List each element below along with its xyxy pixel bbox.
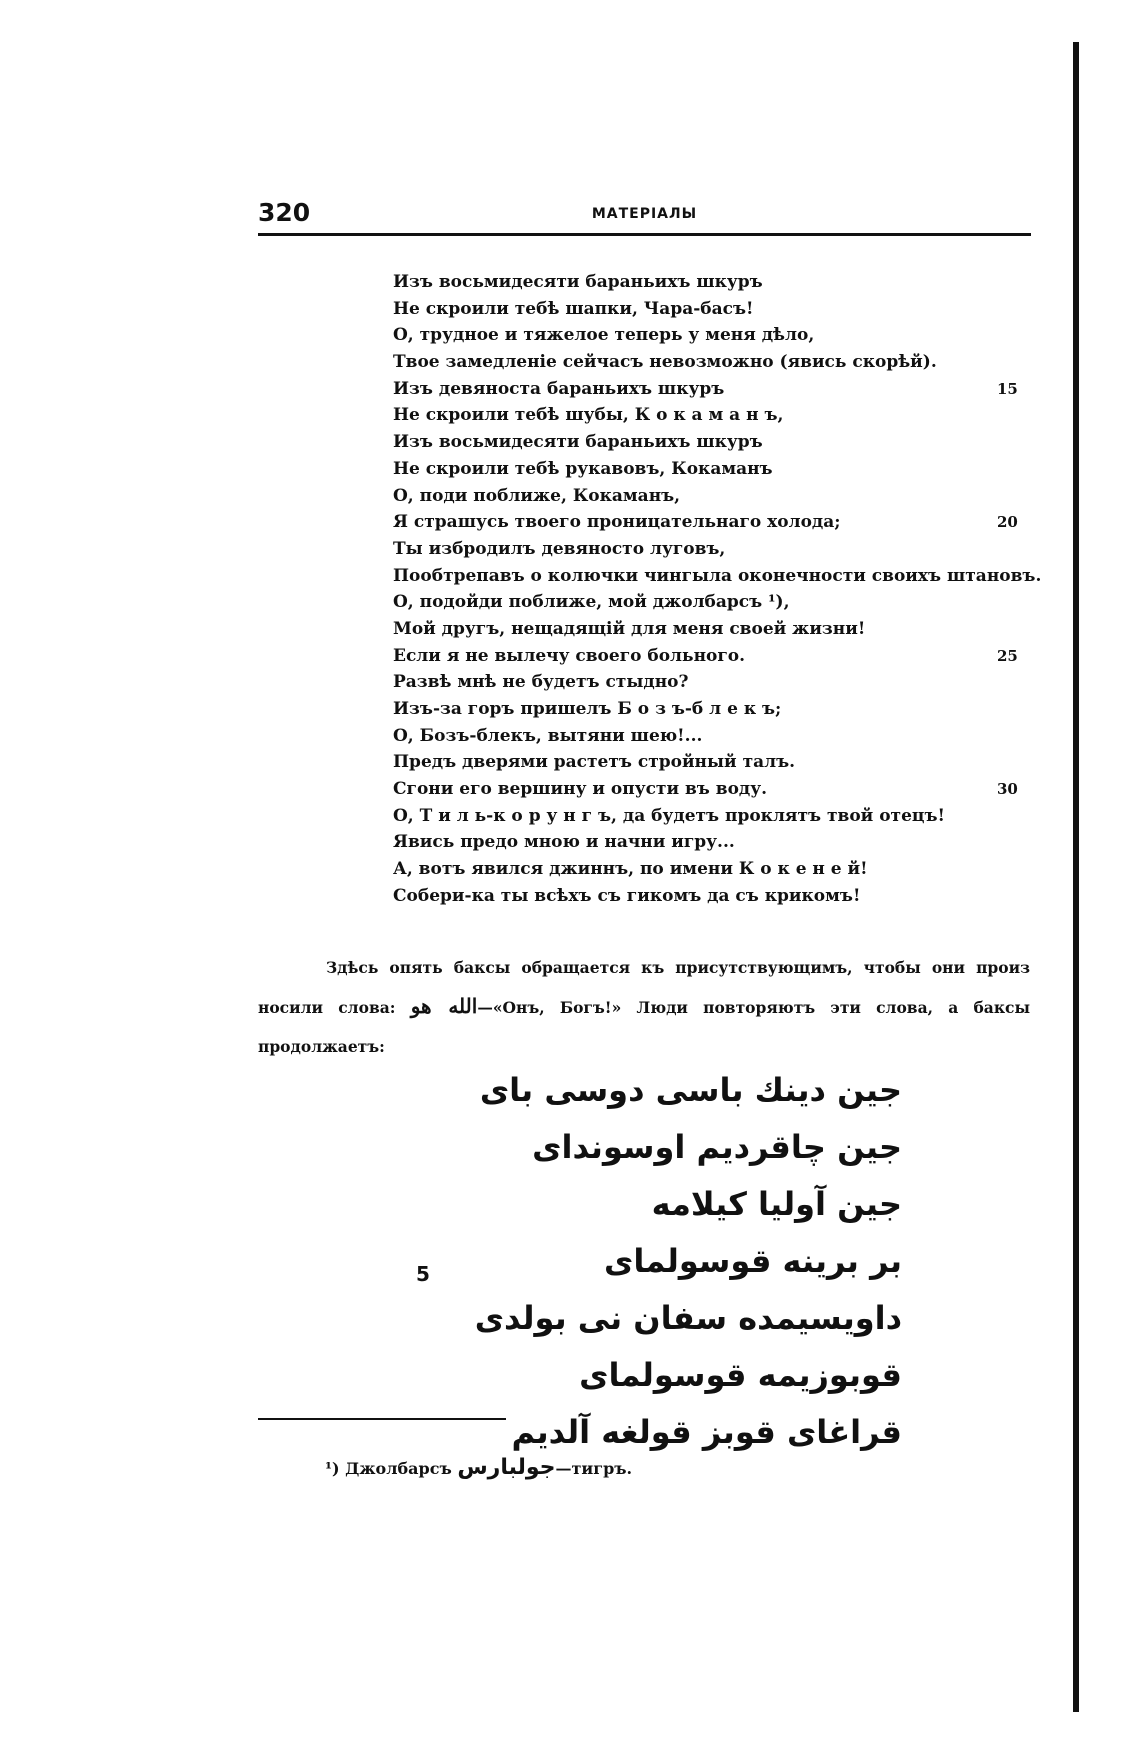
arabic-phrase: الله هو [410, 994, 478, 1018]
verse-line [393, 563, 1043, 590]
verse-line [393, 723, 1043, 750]
verse-line [393, 483, 1043, 510]
verse-line [393, 376, 1043, 403]
footnote: ¹) Джолбарсъ جولبارس—тигръ. [325, 1455, 633, 1480]
verse-text: О, подойди поближе, мой джолбарсъ ¹), [393, 592, 790, 613]
verse-text: Не скроили тебѣ шапки, Чара-басъ! [393, 298, 754, 319]
verse-line [393, 429, 1043, 456]
line-number: 20 [997, 513, 1018, 532]
arabic-verse-number: 5 [416, 1262, 430, 1286]
verse-line [393, 696, 1043, 723]
line-number: 30 [997, 780, 1018, 799]
arabic-verse-line: قراغاى قوبز قولغه آلديم [511, 1413, 902, 1451]
verse-line [393, 776, 1043, 803]
arabic-verse-line: جين آوليا كيلامه [651, 1185, 902, 1223]
verse-text: О, Т и л ь-к о р у н г ъ, да будетъ проклятъ твой отецъ! [393, 805, 945, 826]
page-header [258, 198, 1031, 234]
prose-paragraph [258, 948, 1030, 1066]
verse-text: О, трудное и тяжелое теперь у меня дѣло, [393, 325, 815, 346]
verse-block [393, 269, 1043, 910]
verse-line [393, 803, 1043, 830]
line-number: 15 [997, 379, 1018, 398]
verse-line [393, 269, 1043, 296]
verse-text: Я страшусь твоего проницательнаго холода; [393, 512, 841, 533]
page-number: 320 [258, 198, 311, 227]
footnote-rule [258, 1418, 506, 1420]
page-edge-rule [1073, 42, 1079, 1712]
footnote-arabic: جولبارس [457, 1455, 556, 1480]
verse-text: А, вотъ явился джиннъ, по имени К о к е н е й! [393, 859, 868, 880]
verse-text: Пообтрепавъ о колючки чингыла оконечности своихъ штановъ. [393, 565, 1042, 586]
verse-text: Ты избродилъ девяносто луговъ, [393, 538, 726, 559]
verse-text: Если я не вылечу своего больного. [393, 645, 746, 666]
verse-text: Сгони его вершину и опусти въ воду. [393, 779, 768, 800]
verse-text: Не скроили тебѣ шубы, К о к а м а н ъ, [393, 405, 784, 426]
verse-text: Изъ восьмидесяти бараньихъ шкуръ [393, 272, 763, 292]
verse-line [393, 456, 1043, 483]
prose-text: Здѣсь опять баксы обращается къ присутствующимъ, чтобы они произ носили слова: الله هو—«Онъ, Богъ!» Люди повторяютъ эти слова, а баксы продолжаетъ: [258, 958, 1030, 1056]
verse-line [393, 643, 1043, 670]
verse-line [393, 616, 1043, 643]
verse-line [393, 536, 1043, 563]
verse-line [393, 509, 1043, 536]
verse-text: Предъ дверями растетъ стройный талъ. [393, 752, 796, 773]
verse-line [393, 296, 1043, 323]
verse-line [393, 589, 1043, 616]
arabic-verse-line: داويسيمده سفان نى بولدى [474, 1299, 902, 1337]
verse-line [393, 669, 1043, 696]
verse-text: Мой другъ, нещадящій для меня своей жизни! [393, 618, 866, 639]
line-number: 25 [997, 646, 1018, 665]
verse-line [393, 856, 1043, 883]
verse-text: Изъ-за горъ пришелъ Б о з ъ-б л е к ъ; [393, 699, 782, 719]
arabic-verse-block [302, 1062, 902, 1461]
verse-line [393, 883, 1043, 910]
verse-line [393, 349, 1043, 376]
verse-text: Изъ восьмидесяти бараньихъ шкуръ [393, 432, 763, 453]
arabic-verse-line: جين دينك باسى دوسى باى [479, 1071, 902, 1109]
verse-text: Развѣ мнѣ не будетъ стыдно? [393, 672, 689, 693]
verse-line [393, 829, 1043, 856]
verse-text: Твое замедленіе сейчасъ невозможно (явись скорѣй). [393, 352, 937, 373]
verse-text: Не скроили тебѣ рукавовъ, Кокаманъ [393, 458, 773, 479]
arabic-verse-line: قوبوزيمه قوسولماى [579, 1356, 902, 1394]
verse-text: О, Бозъ-блекъ, вытяни шею!... [393, 725, 703, 746]
arabic-verse-line: بر برينه قوسولماى [604, 1242, 902, 1280]
verse-text: О, поди поближе, Кокаманъ, [393, 485, 681, 506]
verse-text: Собери-ка ты всѣхъ съ гикомъ да съ крикомъ! [393, 885, 861, 906]
verse-line [393, 402, 1043, 429]
verse-line [393, 749, 1043, 776]
verse-text: Явись предо мною и начни игру... [393, 832, 735, 853]
header-rule [258, 233, 1031, 236]
running-head: МАТЕРІАЛЫ [591, 206, 698, 222]
arabic-verse-line: جين چاقرديم اوسونداى [532, 1128, 902, 1166]
verse-text: Изъ девяноста бараньихъ шкуръ [393, 378, 725, 399]
verse-line [393, 322, 1043, 349]
